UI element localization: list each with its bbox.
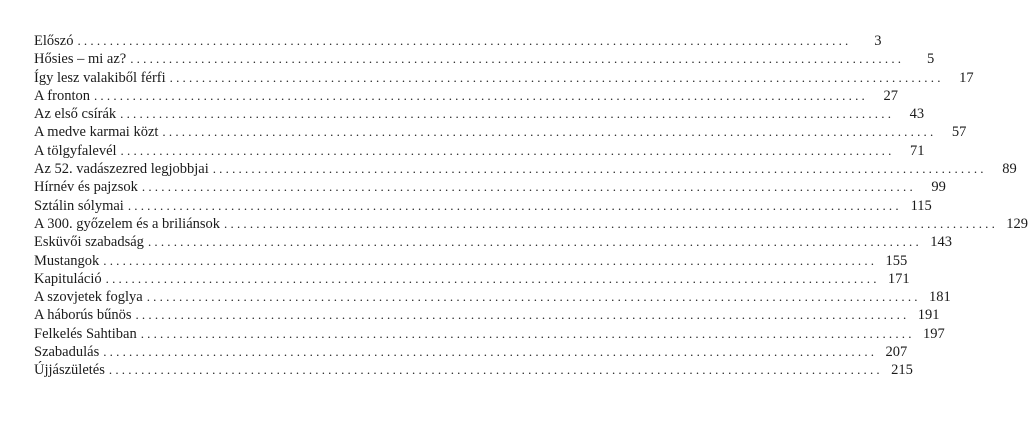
dot-leader: ........................................................................................................................ bbox=[77, 33, 852, 48]
toc-entry-title: Hősies – mi az? bbox=[34, 51, 127, 68]
toc-entry-title: Mustangok bbox=[34, 252, 100, 269]
dot-leader: ........................................................................................................................ bbox=[141, 179, 916, 195]
toc-entry-title: A 300. győzelem és a briliánsok bbox=[34, 215, 221, 232]
dot-leader: ........................................................................................................................ bbox=[140, 325, 915, 341]
toc-entry bbox=[34, 160, 1017, 178]
toc-entry-page: 99 bbox=[931, 179, 946, 196]
toc-entry-title: A háborús bűnös bbox=[34, 307, 132, 324]
toc-entry-page: 215 bbox=[891, 362, 913, 379]
dot-leader: ........................................................................................................................ bbox=[147, 234, 922, 250]
dot-leader: ........................................................................................................................ bbox=[120, 142, 895, 158]
toc-entry bbox=[34, 215, 1028, 233]
toc-entry-title: Így lesz valakiből férfi bbox=[34, 69, 166, 86]
toc-entry-page: 27 bbox=[883, 87, 898, 104]
toc-entry bbox=[34, 325, 945, 343]
toc-entry-page: 181 bbox=[928, 289, 951, 306]
dot-leader: ........................................................................................................................ bbox=[108, 362, 883, 378]
toc-entry-title: A tölgyfalevél bbox=[34, 142, 117, 159]
toc-entry-title: Hírnév és pajzsok bbox=[34, 179, 138, 196]
dot-leader: ........................................................................................................................ bbox=[162, 124, 937, 140]
dot-leader: ........................................................................................................................ bbox=[146, 289, 921, 305]
toc-entry bbox=[34, 306, 940, 324]
toc-entry-title: Az első csírák bbox=[34, 106, 117, 123]
toc-entry bbox=[34, 105, 925, 123]
dot-leader: ........................................................................................................................ bbox=[120, 106, 895, 122]
toc-entry-page: 197 bbox=[922, 325, 945, 342]
dot-leader: ........................................................................................................................ bbox=[103, 252, 878, 268]
toc-entry bbox=[34, 69, 974, 87]
dot-leader: ........................................................................................................................ bbox=[212, 161, 987, 177]
toc-entry bbox=[34, 32, 882, 50]
toc-entry-page: 129 bbox=[1006, 215, 1028, 232]
toc-entry bbox=[34, 87, 898, 105]
toc-entry bbox=[34, 123, 967, 141]
toc-entry-page: 171 bbox=[887, 270, 910, 287]
toc-entry bbox=[34, 233, 952, 251]
toc-entry-page: 5 bbox=[926, 51, 935, 68]
toc-entry bbox=[34, 288, 951, 306]
toc-entry bbox=[34, 252, 908, 270]
toc-entry bbox=[34, 178, 946, 196]
toc-entry-title: Az 52. vadászezred legjobbjai bbox=[34, 161, 209, 178]
dot-leader: ........................................................................................................................ bbox=[130, 51, 905, 67]
toc-entry-title: Esküvői szabadság bbox=[34, 234, 144, 251]
dot-leader: ........................................................................................................................ bbox=[105, 270, 880, 286]
toc-entry-page: 89 bbox=[1002, 161, 1017, 178]
toc-entry-page: 155 bbox=[885, 252, 908, 269]
toc-entry-page: 57 bbox=[951, 124, 967, 141]
dot-leader: ........................................................................................................................ bbox=[93, 87, 868, 103]
toc-entry-page: 17 bbox=[959, 69, 974, 86]
toc-entry-page: 191 bbox=[917, 307, 940, 324]
dot-leader: ........................................................................................................................ bbox=[169, 69, 944, 85]
toc-entry-title: Előszó bbox=[34, 33, 74, 49]
toc-entry-title: A fronton bbox=[34, 87, 90, 104]
toc-entry-title: A szovjetek foglya bbox=[34, 289, 143, 306]
toc-entry bbox=[34, 50, 935, 68]
toc-entry-page: 115 bbox=[910, 197, 932, 214]
toc-entry-title: Felkelés Sahtiban bbox=[34, 325, 137, 342]
toc-entry bbox=[34, 270, 910, 288]
toc-entry-title: Újjászületés bbox=[34, 362, 105, 379]
toc-entry bbox=[34, 343, 908, 361]
toc-entry-page: 143 bbox=[930, 234, 952, 251]
toc-entry-title: Szabadulás bbox=[34, 344, 100, 361]
table-of-contents bbox=[34, 32, 1028, 380]
dot-leader: ........................................................................................................................ bbox=[135, 307, 910, 323]
toc-entry-page: 3 bbox=[874, 33, 882, 49]
toc-entry bbox=[34, 197, 932, 215]
toc-entry bbox=[34, 361, 913, 379]
toc-entry-title: Sztálin sólymai bbox=[34, 197, 124, 214]
dot-leader: ........................................................................................................................ bbox=[224, 215, 999, 231]
toc-entry-page: 207 bbox=[885, 344, 908, 361]
toc-entry-page: 43 bbox=[909, 106, 925, 123]
toc-entry-title: A medve karmai közt bbox=[34, 124, 159, 141]
dot-leader: ........................................................................................................................ bbox=[103, 344, 878, 360]
dot-leader: ........................................................................................................................ bbox=[127, 197, 902, 213]
toc-entry-title: Kapituláció bbox=[34, 270, 102, 287]
toc-entry bbox=[34, 142, 925, 160]
toc-entry-page: 71 bbox=[910, 142, 925, 159]
